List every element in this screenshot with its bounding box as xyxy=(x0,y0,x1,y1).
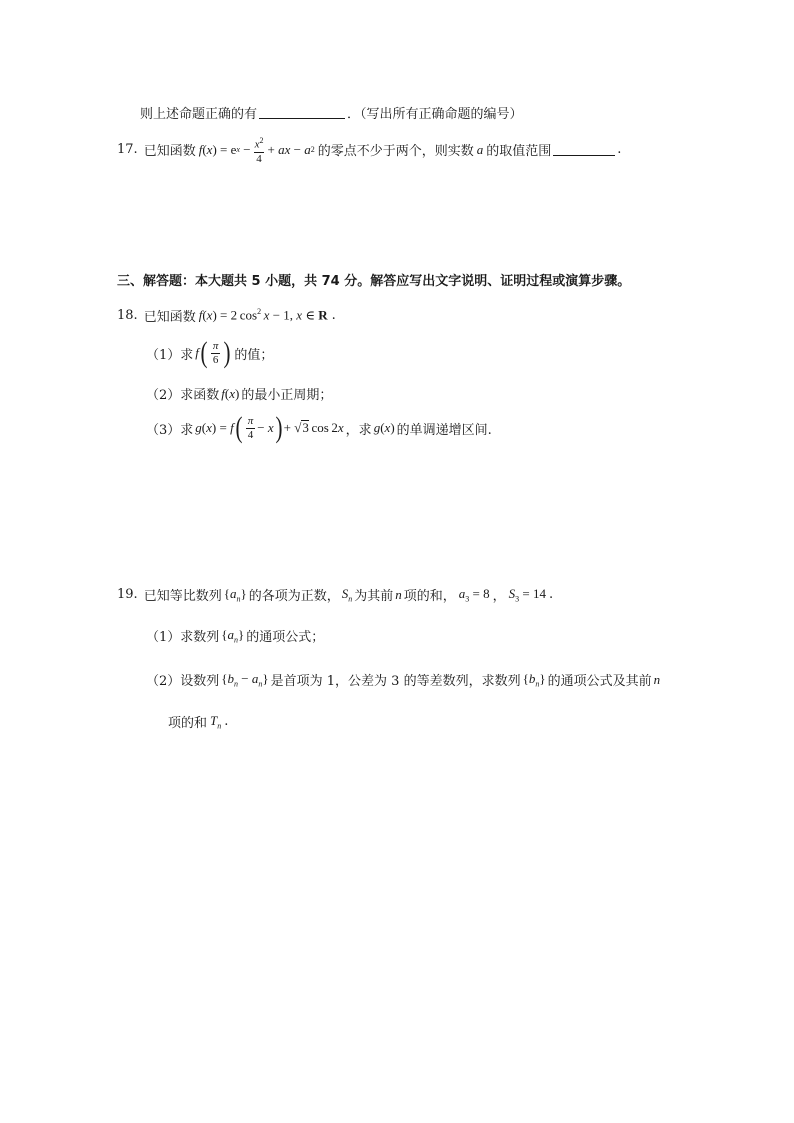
q18-line xyxy=(117,306,336,325)
q19-text-c: 为其前 xyxy=(354,589,394,604)
q19-part2-seq-b: $\{b_n\}$ xyxy=(522,670,546,689)
q19-part2-line2-period: . xyxy=(224,714,229,729)
q18-formula: f(x) = 2 $\cos^2 x - 1$, x ∈ R xyxy=(198,307,328,323)
q19-part2-line2 xyxy=(168,712,228,731)
q17-period: . xyxy=(617,142,622,158)
q17-var-a: a xyxy=(476,141,484,157)
q16-suffix: ．（写出所有正确命题的编号） xyxy=(347,107,523,122)
q17-text-c: 的取值范围 xyxy=(486,144,552,160)
q18-part1-tail: 的值； xyxy=(234,347,274,363)
q18-part3-formula: g ( x ) = f ( $\frac{\pi}{4}$ − x ) + √ 3 cos 2 x xyxy=(195,411,344,444)
q18-part2-tail: 的最小正周期； xyxy=(241,388,333,403)
q17-line xyxy=(117,134,621,166)
q19-part2-line2-text: 项的和 xyxy=(168,716,208,731)
q18-part3-label: （3）求 xyxy=(146,422,194,438)
q18-part2 xyxy=(146,384,332,403)
q16-prefix: 则上述命题正确的有 xyxy=(140,107,258,122)
q18-part3 xyxy=(146,413,492,443)
q19-line xyxy=(117,585,553,604)
q19-text-a: 已知等比数列 xyxy=(143,589,222,604)
q18-part3-mid: ，求 xyxy=(345,422,372,438)
q19-number: 19. xyxy=(117,587,138,602)
q19-part2-seq-diff: $\{b_n - a_n\}$ xyxy=(221,670,269,689)
q17-formula: f ( x ) = e x − $\frac{x^2}{4}$ + ax − a 2 xyxy=(198,136,315,165)
q19-Sn: $S_n$ xyxy=(341,585,353,604)
q16-answer-blank[interactable] xyxy=(259,106,345,119)
q19-part2 xyxy=(146,670,660,689)
q19-text-b: 的各项为正数， xyxy=(248,589,340,604)
q19-part1-seq: $\{a_n\}$ xyxy=(221,626,245,645)
section-title: 三、解答题：本大题共 5 小题，共 74 分。解答应写出文字说明、证明过程或演算步骤。 xyxy=(117,274,631,289)
q18-part2-formula: f(x) xyxy=(221,385,240,401)
q18-part1-label: （1）求 xyxy=(146,347,194,363)
q19-part2-mid: 是首项为 1，公差为 3 的等差数列，求数列 xyxy=(270,674,521,689)
q19-seq-a: $\{a_n\}$ xyxy=(223,585,247,604)
q18-number: 18. xyxy=(117,308,138,323)
q17-text-a: 已知函数 xyxy=(143,144,196,160)
q19-part1-tail: 的通项公式； xyxy=(246,630,325,645)
q19-part1 xyxy=(146,626,324,645)
q19-S3: $S_3 = 14$ xyxy=(508,585,546,604)
q17-text-b: 的零点不少于两个，则实数 xyxy=(317,144,474,160)
q18-part1 xyxy=(146,338,273,368)
q19-part2-label: （2）设数列 xyxy=(146,674,220,689)
q19-part1-label: （1）求数列 xyxy=(146,630,220,645)
q18-part2-label: （2）求函数 xyxy=(146,388,220,403)
q18-part3-g: g(x) xyxy=(373,420,395,435)
q17-answer-blank[interactable] xyxy=(553,143,615,156)
q19-Tn: $T_n$ xyxy=(210,712,222,731)
q19-a3: $a_3 = 8$ xyxy=(458,585,490,604)
q19-period: . xyxy=(548,587,554,602)
q19-part2-var-n: n xyxy=(653,671,661,687)
q19-text-d: 项的和， xyxy=(403,589,456,604)
q19-part2-tail: 的通项公式及其前 xyxy=(547,674,652,689)
q18-period: . xyxy=(331,308,336,323)
q19-var-n: n xyxy=(395,586,402,602)
q18-text-a: 已知函数 xyxy=(143,310,196,325)
q18-part1-formula: f ( $\frac{\pi}{6}$ ) xyxy=(195,336,231,369)
q17-number: 17. xyxy=(117,142,138,158)
q19-comma: ， xyxy=(492,589,506,604)
q16-tail-line xyxy=(140,103,523,122)
q18-part3-tail: 的单调递增区间. xyxy=(396,422,492,438)
